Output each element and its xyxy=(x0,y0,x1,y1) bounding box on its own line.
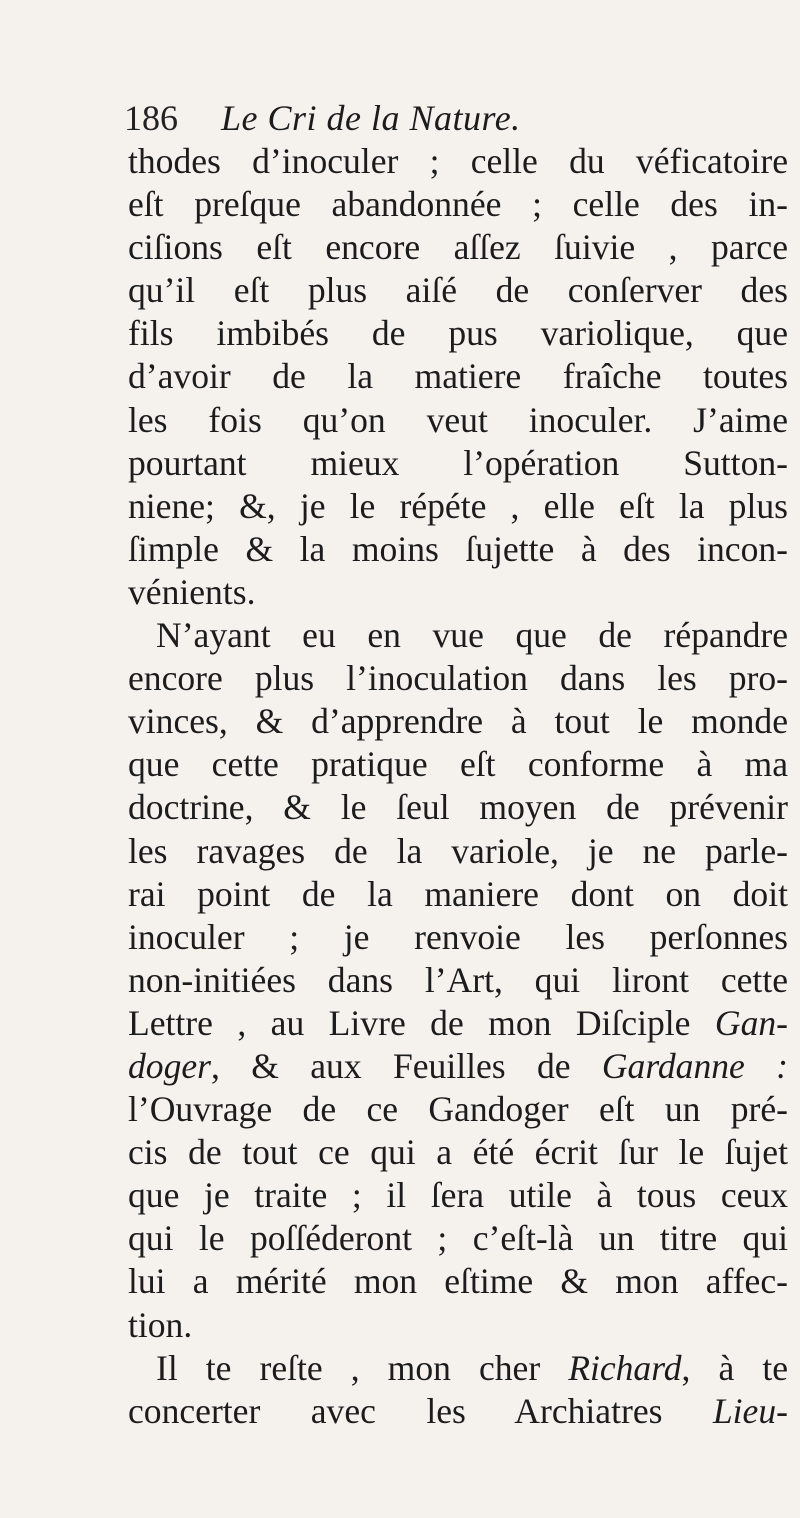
text-line xyxy=(128,571,788,614)
text-line xyxy=(128,700,788,743)
italic-text: Gardanne : xyxy=(601,1045,788,1086)
text-line xyxy=(128,1131,788,1174)
text-run: que cette pratique eſt conforme à ma xyxy=(128,744,788,785)
text-line xyxy=(128,1088,788,1131)
text-line xyxy=(128,312,788,355)
italic-text: Gan- xyxy=(714,1002,788,1043)
text-line xyxy=(128,743,788,786)
text-run: l’Ouvrage de ce Gandoger eſt un pré- xyxy=(128,1089,788,1130)
text-line xyxy=(128,873,788,916)
text-run: Il te reſte , mon cher xyxy=(156,1347,569,1388)
text-run: fils imbibés de pus variolique, que xyxy=(128,313,788,354)
text-line xyxy=(128,1304,788,1347)
text-line xyxy=(128,226,788,269)
text-run: qui le poſſéderont ; c’eſt-là un titre qui xyxy=(128,1218,788,1259)
italic-text: Richard xyxy=(568,1347,682,1388)
text-line xyxy=(128,399,788,442)
text-run: doctrine, & le ſeul moyen de prévenir xyxy=(128,787,788,828)
text-line xyxy=(128,916,788,959)
text-run: Lettre , au Livre de mon Diſciple xyxy=(128,1002,715,1043)
text-run: , & aux Feuilles de xyxy=(211,1045,602,1086)
text-line xyxy=(128,269,788,312)
text-run: inoculer ; je renvoie les perſonnes xyxy=(128,916,788,957)
text-run: eſt preſque abandonnée ; celle des in- xyxy=(128,184,788,225)
text-line xyxy=(128,614,788,657)
text-run: concerter avec les Archiatres xyxy=(128,1390,713,1431)
page-number: 186 xyxy=(124,98,178,138)
text-run: cis de tout ce qui a été écrit ſur le ſujet xyxy=(128,1132,788,1173)
text-run: rai point de la maniere dont on doit xyxy=(128,873,788,914)
text-run: N’ayant eu en vue que de répandre xyxy=(156,615,788,656)
text-line xyxy=(128,1390,788,1433)
italic-text: Lieu- xyxy=(712,1390,788,1431)
text-run: vénients. xyxy=(128,571,256,612)
text-run: lui a mérité mon eſtime & mon affec- xyxy=(128,1261,788,1302)
text-line xyxy=(128,355,788,398)
text-run: tion. xyxy=(128,1304,193,1345)
text-line xyxy=(128,442,788,485)
text-line xyxy=(128,485,788,528)
text-run: , à te xyxy=(681,1347,788,1388)
text-line xyxy=(128,1002,788,1045)
text-run: d’avoir de la matiere fraîche toutes xyxy=(128,356,788,397)
text-run: que je traite ; il ſera utile à tous ceux xyxy=(128,1175,788,1216)
text-line xyxy=(128,1045,788,1088)
text-line xyxy=(128,1217,788,1260)
text-run: thodes d’inoculer ; celle du véficatoire xyxy=(128,141,788,181)
text-line xyxy=(128,1174,788,1217)
text-line xyxy=(128,140,788,183)
text-run: ſimple & la moins ſujette à des incon- xyxy=(128,528,788,569)
text-line xyxy=(128,830,788,873)
text-run: encore plus l’inoculation dans les pro- xyxy=(128,658,788,699)
text-line xyxy=(128,1347,788,1390)
text-run: pourtant mieux l’opération Sutton- xyxy=(128,442,788,483)
text-run: les ravages de la variole, je ne parle- xyxy=(128,830,788,871)
running-head xyxy=(124,92,764,144)
text-run: vinces, & d’apprendre à tout le monde xyxy=(128,701,788,742)
text-run: qu’il eſt plus aiſé de conſerver des xyxy=(128,270,788,311)
italic-text: doger xyxy=(128,1045,212,1086)
text-line xyxy=(128,786,788,829)
text-line xyxy=(128,528,788,571)
text-line xyxy=(128,183,788,226)
text-line xyxy=(128,657,788,700)
running-title: Le Cri de la Nature. xyxy=(221,98,521,138)
text-line xyxy=(128,959,788,1002)
text-run: niene; &, je le répéte , elle eſt la plus xyxy=(128,485,788,526)
text-line xyxy=(128,1260,788,1303)
text-run: non-initiées dans l’Art, qui liront cette xyxy=(128,959,788,1000)
text-run: les fois qu’on veut inoculer. J’aime xyxy=(128,399,788,440)
body-text xyxy=(128,140,788,1433)
text-run: ciſions eſt encore aſſez ſuivie , parce xyxy=(128,227,788,268)
